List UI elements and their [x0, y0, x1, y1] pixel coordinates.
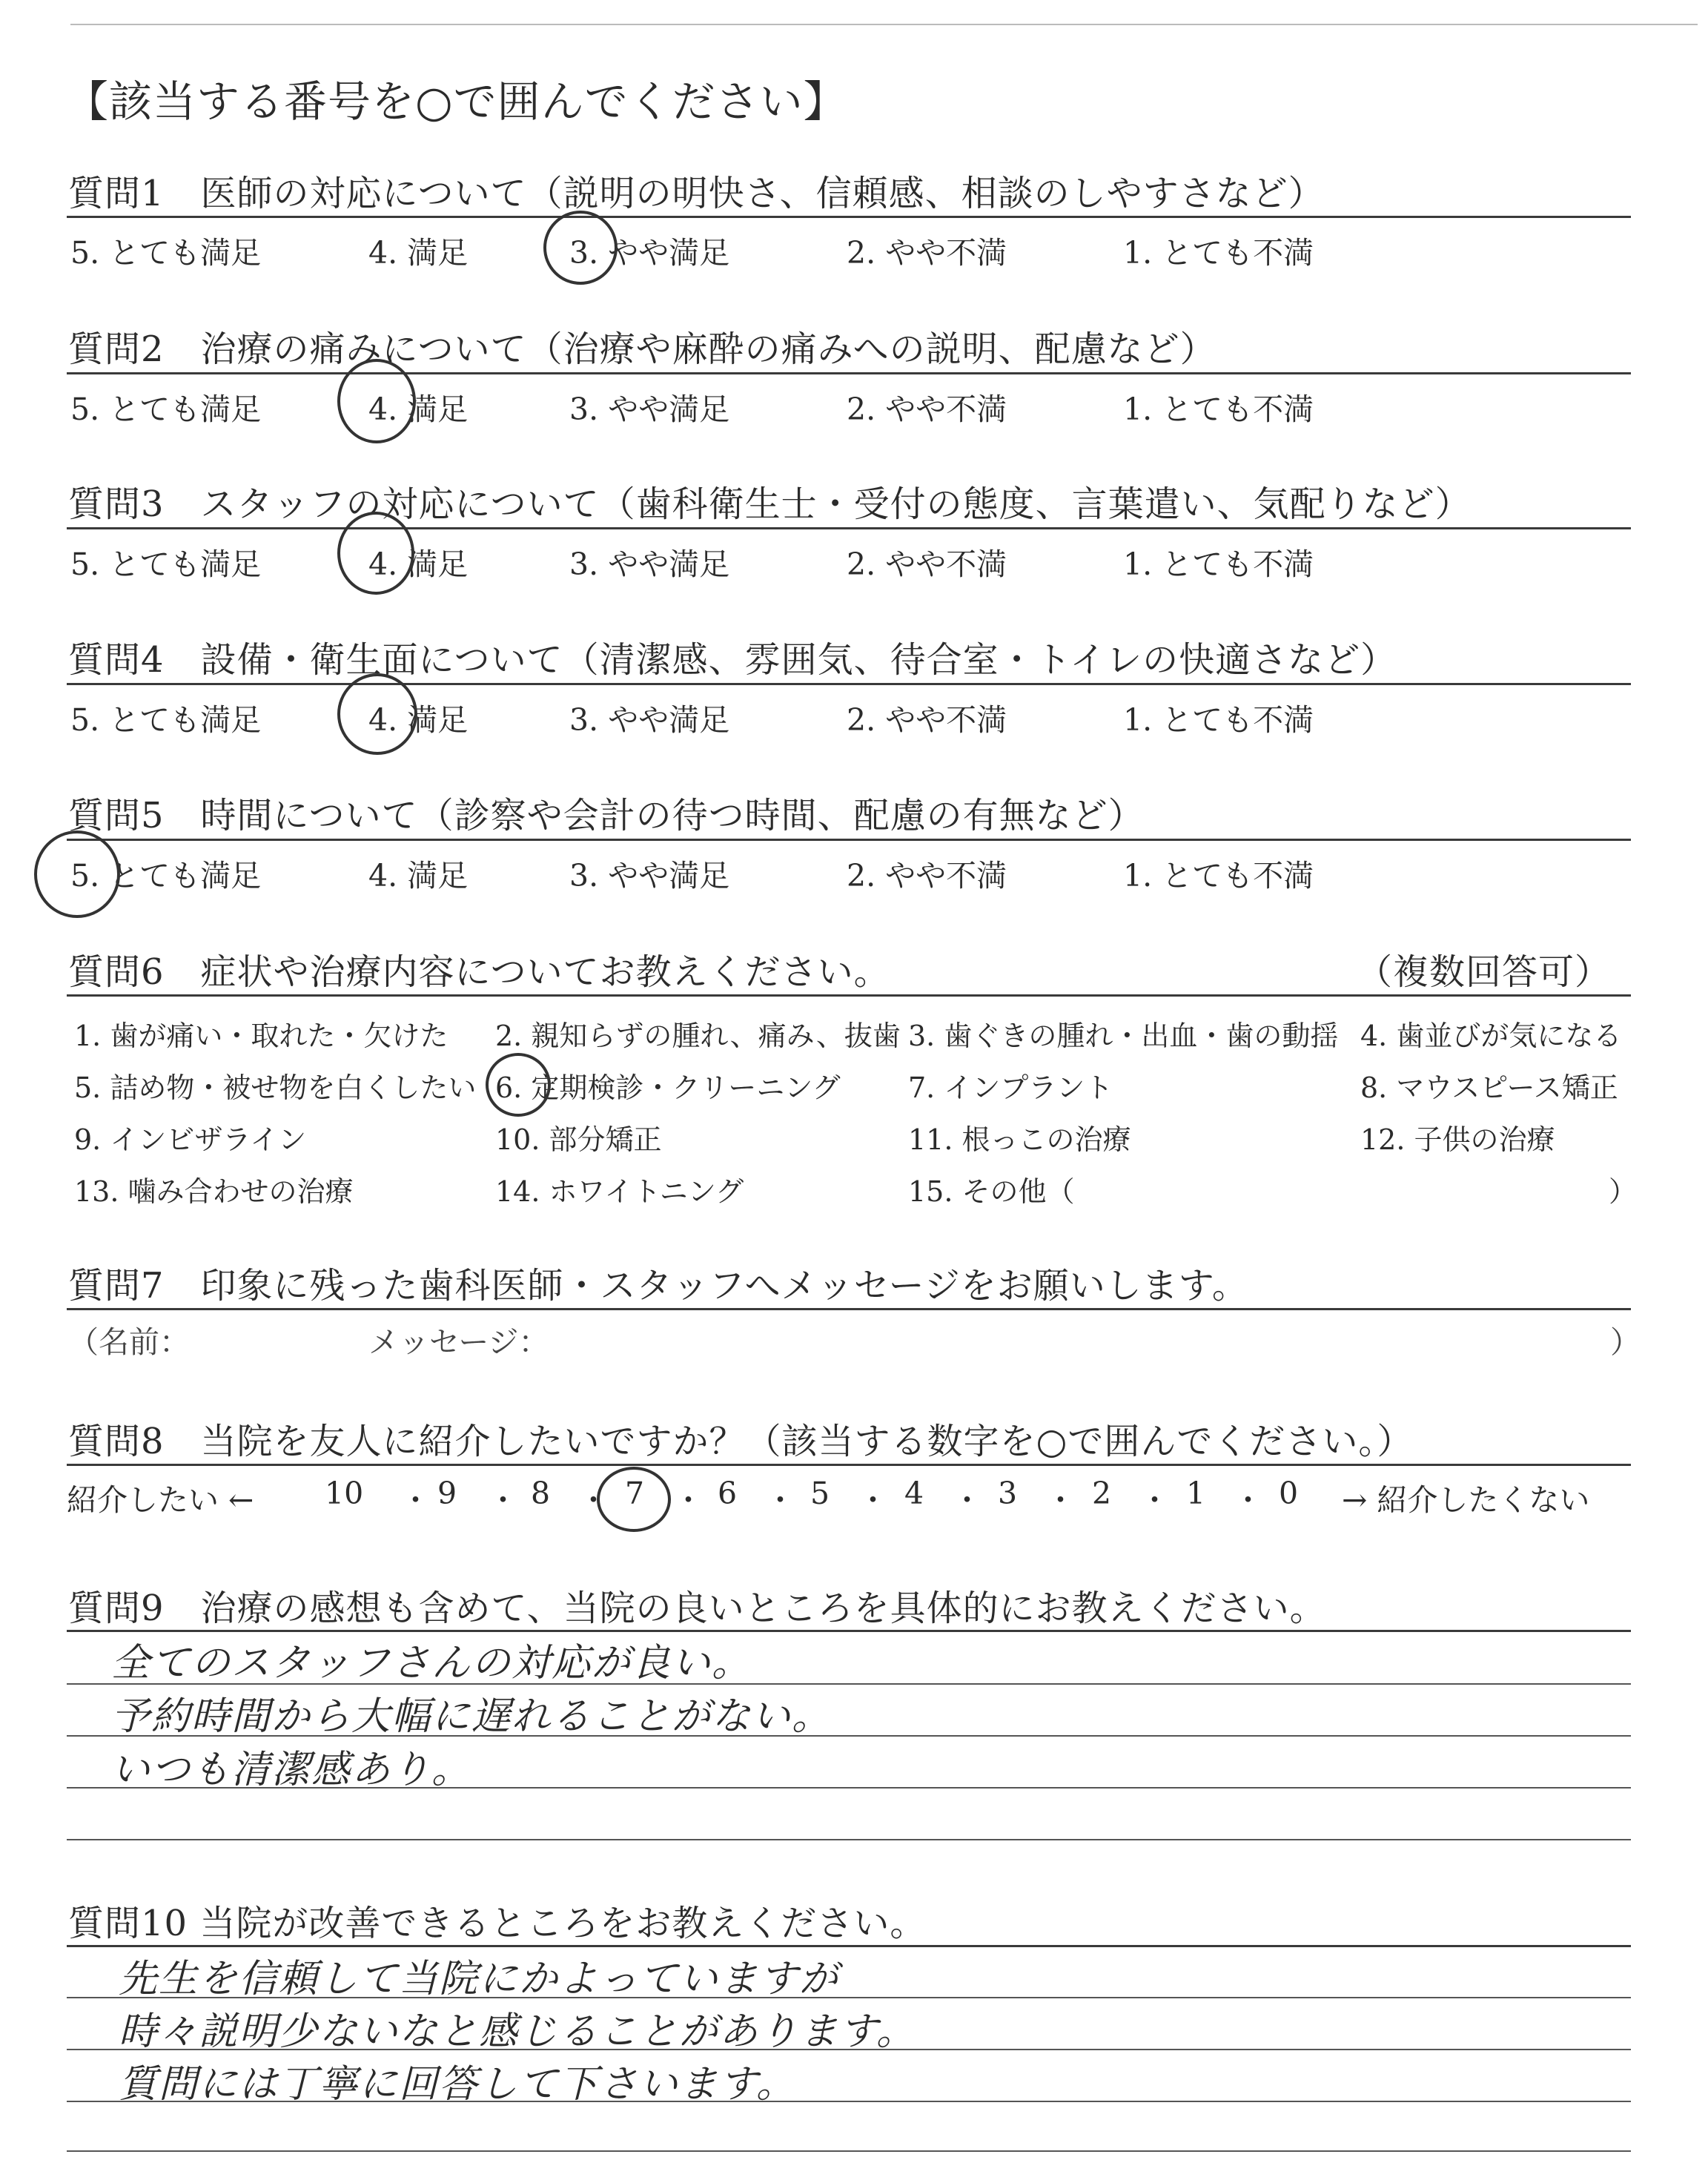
- q3-option-5[interactable]: 5. とても満足: [70, 546, 262, 582]
- q9-answer-line-1: 全てのスタッフさんの対応が良い。: [111, 1641, 752, 1685]
- q2-selection-circle: [337, 359, 416, 443]
- q2-option-1[interactable]: 1. とても不満: [1123, 392, 1314, 427]
- q3-option-2[interactable]: 2. やや不満: [847, 546, 1007, 582]
- q2-option-4[interactable]: 4. 満足: [368, 392, 469, 427]
- q5-option-5[interactable]: 5. とても満足: [70, 858, 262, 894]
- q8-scale-1[interactable]: 1: [1186, 1476, 1206, 1511]
- q8-dot: ・: [578, 1482, 609, 1518]
- q2-option-5[interactable]: 5. とても満足: [70, 392, 262, 427]
- q5-option-2[interactable]: 2. やや不満: [847, 858, 1007, 894]
- q6-item-10[interactable]: 10. 部分矯正: [495, 1123, 662, 1156]
- q8-dot: ・: [1139, 1482, 1170, 1518]
- q4-option-5[interactable]: 5. とても満足: [70, 702, 262, 738]
- q6-item-6[interactable]: 6. 定期検診・クリーニング: [495, 1071, 841, 1104]
- q5-option-4[interactable]: 4. 満足: [368, 858, 469, 894]
- q1-selection-circle: [543, 211, 618, 285]
- q8-scale-7[interactable]: 7: [625, 1476, 645, 1511]
- q1-option-2[interactable]: 2. やや不満: [847, 235, 1007, 271]
- q4-option-2[interactable]: 2. やや不満: [847, 702, 1007, 738]
- q6-item-1[interactable]: 1. 歯が痛い・取れた・欠けた: [74, 1020, 448, 1052]
- question-3-title: 質問3 スタッフの対応について（歯科衛生士・受付の態度、言葉遣い、気配りなど）: [68, 483, 1472, 525]
- q8-scale-10[interactable]: 10: [325, 1476, 364, 1511]
- q10-answer-line-1: 先生を信頼して当院にかよっていますが: [119, 1957, 840, 2001]
- question-5-title: 質問5 時間について（診察や会計の待つ時間、配慮の有無など）: [68, 795, 1145, 836]
- q6-item-4[interactable]: 4. 歯並びが気になる: [1360, 1020, 1622, 1052]
- q6-item-13[interactable]: 13. 噛み合わせの治療: [74, 1175, 354, 1208]
- q1-option-3[interactable]: 3. やや満足: [569, 235, 730, 271]
- q5-option-1[interactable]: 1. とても不満: [1123, 858, 1314, 894]
- q6-item-9[interactable]: 9. インビザライン: [74, 1123, 307, 1156]
- question-2-title: 質問2 治療の痛みについて（治療や麻酔の痛みへの説明、配慮など）: [68, 328, 1217, 370]
- q8-scale-9[interactable]: 9: [437, 1476, 457, 1511]
- q6-item-2[interactable]: 2. 親知らずの腫れ、痛み、抜歯: [495, 1020, 901, 1052]
- q8-scale-5[interactable]: 5: [810, 1476, 830, 1511]
- q8-scale-0[interactable]: 0: [1279, 1476, 1299, 1511]
- q8-dot: ・: [400, 1482, 431, 1518]
- q1-option-4[interactable]: 4. 満足: [368, 235, 469, 271]
- question-4-title: 質問4 設備・衛生面について（清潔感、雰囲気、待合室・トイレの快適さなど）: [68, 639, 1397, 681]
- q8-right-label: → 紹介したくない: [1342, 1482, 1590, 1518]
- q4-selection-circle: [337, 673, 417, 755]
- q8-dot: ・: [858, 1482, 888, 1518]
- q6-item-15[interactable]: 15. その他（: [908, 1175, 1075, 1208]
- form-instruction: 【該当する番号を○で囲んでください】: [65, 76, 847, 127]
- q6-other-close-paren: ）: [1609, 1175, 1638, 1208]
- q3-option-1[interactable]: 1. とても不満: [1123, 546, 1314, 582]
- q8-left-label: 紹介したい ←: [67, 1482, 254, 1518]
- q8-dot: ・: [952, 1482, 982, 1518]
- q6-item-11[interactable]: 11. 根っこの治療: [908, 1123, 1131, 1156]
- q8-dot: ・: [765, 1482, 795, 1518]
- question-7-title: 質問7 印象に残った歯科医師・スタッフへメッセージをお願いします。: [68, 1265, 1248, 1307]
- q4-option-4[interactable]: 4. 満足: [368, 702, 469, 738]
- q5-selection-circle: [34, 830, 120, 918]
- q6-selection-circle: [486, 1053, 551, 1117]
- q7-message-label: メッセージ：: [368, 1324, 549, 1360]
- q6-item-5[interactable]: 5. 詰め物・被せ物を白くしたい: [74, 1071, 477, 1104]
- q3-selection-circle: [337, 512, 414, 595]
- q9-answer-line-2: 予約時間から大幅に遅れることがない。: [111, 1694, 833, 1739]
- q3-option-4[interactable]: 4. 満足: [368, 546, 469, 582]
- q9-answer-line-3: いつも清潔感あり。: [111, 1748, 472, 1792]
- question-6-note: （複数回答可）: [1357, 951, 1612, 993]
- q8-selection-circle: [597, 1467, 671, 1532]
- q10-answer-line-3: 質問には丁寧に回答して下さいます。: [119, 2062, 796, 2107]
- question-1-title: 質問1 医師の対応について（説明の明快さ、信頼感、相談のしやすさなど）: [68, 173, 1325, 214]
- q6-item-7[interactable]: 7. インプラント: [908, 1071, 1113, 1104]
- q8-scale-4[interactable]: 4: [904, 1476, 924, 1511]
- q2-option-2[interactable]: 2. やや不満: [847, 392, 1007, 427]
- q8-dot: ・: [488, 1482, 518, 1518]
- question-10-title: 質問10 当院が改善できるところをお教えください。: [68, 1903, 927, 1944]
- q6-item-14[interactable]: 14. ホワイトニング: [495, 1175, 744, 1208]
- question-6-title: 質問6 症状や治療内容についてお教えください。: [68, 951, 890, 993]
- question-8-title: 質問8 当院を友人に紹介したいですか？（該当する数字を○で囲んでください。）: [68, 1421, 1414, 1462]
- q8-scale-6[interactable]: 6: [718, 1476, 738, 1511]
- q5-option-3[interactable]: 3. やや満足: [569, 858, 730, 894]
- q8-dot: ・: [1045, 1482, 1076, 1518]
- q4-option-1[interactable]: 1. とても不満: [1123, 702, 1314, 738]
- q8-scale-2[interactable]: 2: [1092, 1476, 1112, 1511]
- q2-option-3[interactable]: 3. やや満足: [569, 392, 730, 427]
- question-9-title: 質問9 治療の感想も含めて、当院の良いところを具体的にお教えください。: [68, 1588, 1326, 1629]
- q3-option-3[interactable]: 3. やや満足: [569, 546, 730, 582]
- q8-dot: ・: [1233, 1482, 1263, 1518]
- q1-option-5[interactable]: 5. とても満足: [70, 235, 262, 271]
- q4-option-3[interactable]: 3. やや満足: [569, 702, 730, 738]
- q7-name-label: （名前：: [68, 1324, 190, 1360]
- q6-item-3[interactable]: 3. 歯ぐきの腫れ・出血・歯の動揺: [908, 1020, 1339, 1052]
- q6-item-8[interactable]: 8. マウスピース矯正: [1360, 1071, 1618, 1104]
- q10-answer-line-2: 時々説明少ないなと感じることがあります。: [119, 2009, 916, 2054]
- q7-close-paren: ）: [1610, 1324, 1641, 1360]
- q8-scale-3[interactable]: 3: [998, 1476, 1018, 1511]
- q8-dot: ・: [673, 1482, 704, 1518]
- q8-scale-8[interactable]: 8: [531, 1476, 551, 1511]
- q6-item-12[interactable]: 12. 子供の治療: [1360, 1123, 1555, 1156]
- q1-option-1[interactable]: 1. とても不満: [1123, 235, 1314, 271]
